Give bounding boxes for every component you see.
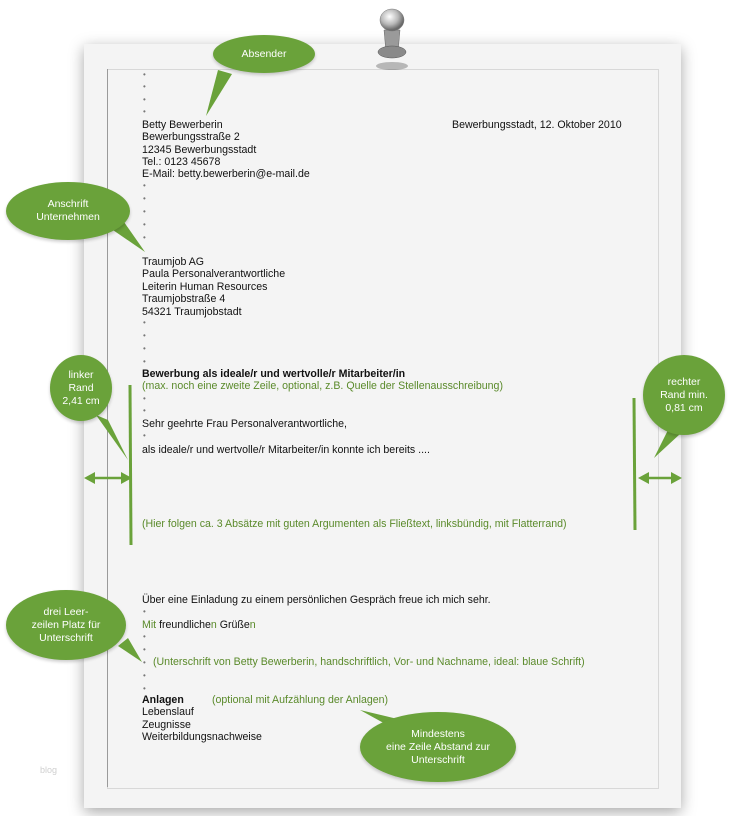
watermark: blog (40, 765, 58, 775)
sender-street: Bewerbungsstraße 2 (142, 131, 240, 143)
bubble-tail (118, 638, 142, 662)
body-note: (Hier folgen ca. 3 Absätze mit guten Argumenten als Fließtext, linksbündig, mit Flatterrand) (142, 518, 567, 530)
blank-line-dot: • (143, 658, 146, 667)
annotation-text: linker (68, 368, 94, 381)
attachment-item: Zeugnisse (142, 719, 191, 731)
greeting-part: n (210, 619, 217, 631)
annotation-absender (213, 35, 315, 73)
annotation-text: drei Leer- (43, 605, 89, 618)
blank-line-dot: • (143, 233, 146, 242)
blank-line-dot: • (143, 107, 146, 116)
blank-line-dot: • (143, 406, 146, 415)
annotation-text: Unternehmen (36, 211, 100, 223)
blank-line-dot: • (143, 82, 146, 91)
attachments-title: Anlagen (142, 694, 184, 706)
blank-line-dot: • (143, 607, 146, 616)
annotation-text: Absender (241, 47, 287, 60)
blank-line-dot: • (143, 194, 146, 203)
bubble-tail (96, 415, 128, 460)
blank-line-dot: • (143, 671, 146, 680)
recipient-city: 54321 Traumjobstadt (142, 306, 242, 318)
blank-line-dot: • (143, 357, 146, 366)
greeting-part: Mit (142, 619, 157, 631)
salutation: Sehr geehrte Frau Personalverantwortliche, (142, 418, 347, 430)
annotation-text: Mindestens (411, 727, 465, 740)
greeting-part: Grüße (216, 619, 250, 631)
annotation-abstand (360, 712, 516, 782)
left-margin-bar (130, 385, 131, 545)
blank-line-dot: • (143, 181, 146, 190)
intro-text: als ideale/r und wertvolle/r Mitarbeiter/in konnte ich bereits .... (142, 444, 430, 456)
attachments-note: (optional mit Aufzählung der Anlagen) (212, 694, 389, 706)
annotation-text: Unterschrift (411, 753, 465, 766)
closing-sentence: Über eine Einladung zu einem persönlichen Gespräch freue ich mich sehr. (142, 594, 491, 606)
annotation-text: Rand (68, 381, 94, 394)
greeting-part: freundliche (156, 619, 211, 631)
annotation-text: rechter (667, 375, 701, 388)
recipient-company: Traumjob AG (142, 256, 205, 268)
annotation-text: Anschrift (47, 198, 89, 210)
date-line: Bewerbungsstadt, 12. Oktober 2010 (452, 119, 622, 131)
annotation-text: 2,41 cm (62, 394, 100, 407)
blank-line-dot: • (143, 344, 146, 353)
annotation-leerzeilen (6, 590, 126, 660)
blank-line-dot: • (143, 207, 146, 216)
annotation-text: zeilen Platz für (31, 618, 101, 631)
blank-line-dot: • (143, 394, 146, 403)
blank-line-dot: • (143, 318, 146, 327)
annotation-rechter-rand (643, 355, 725, 435)
sender-name: Betty Bewerberin (142, 119, 223, 131)
blank-line-dot: • (143, 95, 146, 104)
left-double-arrow-icon (84, 472, 132, 484)
greeting-part: n (249, 619, 256, 631)
annotation-linker-rand (50, 355, 112, 421)
recipient-contact: Paula Personalverantwortliche (142, 268, 286, 280)
blank-line-dot: • (143, 70, 146, 79)
annotation-anschrift (6, 182, 130, 240)
annotation-text: Unterschrift (39, 631, 93, 644)
signature-note: (Unterschrift von Betty Bewerberin, handschriftlich, Vor- und Nachname, ideal: blaue Schrift) (153, 656, 585, 668)
attachment-item: Lebenslauf (142, 706, 194, 718)
attachment-item: Weiterbildungsnachweise (142, 731, 262, 743)
annotation-text: 0,81 cm (665, 401, 703, 414)
right-margin-bar (634, 398, 635, 530)
blank-line-dot: • (143, 684, 146, 693)
bubble-tail (206, 70, 232, 116)
annotation-text: Rand min. (660, 388, 708, 401)
right-double-arrow-icon (638, 472, 682, 484)
sender-city: 12345 Bewerbungsstadt (142, 144, 257, 156)
blank-line-dot: • (143, 632, 146, 641)
blank-line-dot: • (143, 220, 146, 229)
sender-phone: Tel.: 0123 45678 (142, 156, 221, 168)
recipient-position: Leiterin Human Resources (142, 281, 268, 293)
blank-line-dot: • (143, 431, 146, 440)
recipient-street: Traumjobstraße 4 (142, 293, 226, 305)
subject-title: Bewerbung als ideale/r und wertvolle/r Mitarbeiter/in (142, 368, 406, 380)
blank-line-dot: • (143, 645, 146, 654)
annotation-text: eine Zeile Abstand zur (386, 740, 490, 753)
blank-line-dot: • (143, 331, 146, 340)
subject-note: (max. noch eine zweite Zeile, optional, z.B. Quelle der Stellenausschreibung) (142, 380, 503, 392)
sender-email: E-Mail: betty.bewerberin@e-mail.de (142, 168, 310, 180)
